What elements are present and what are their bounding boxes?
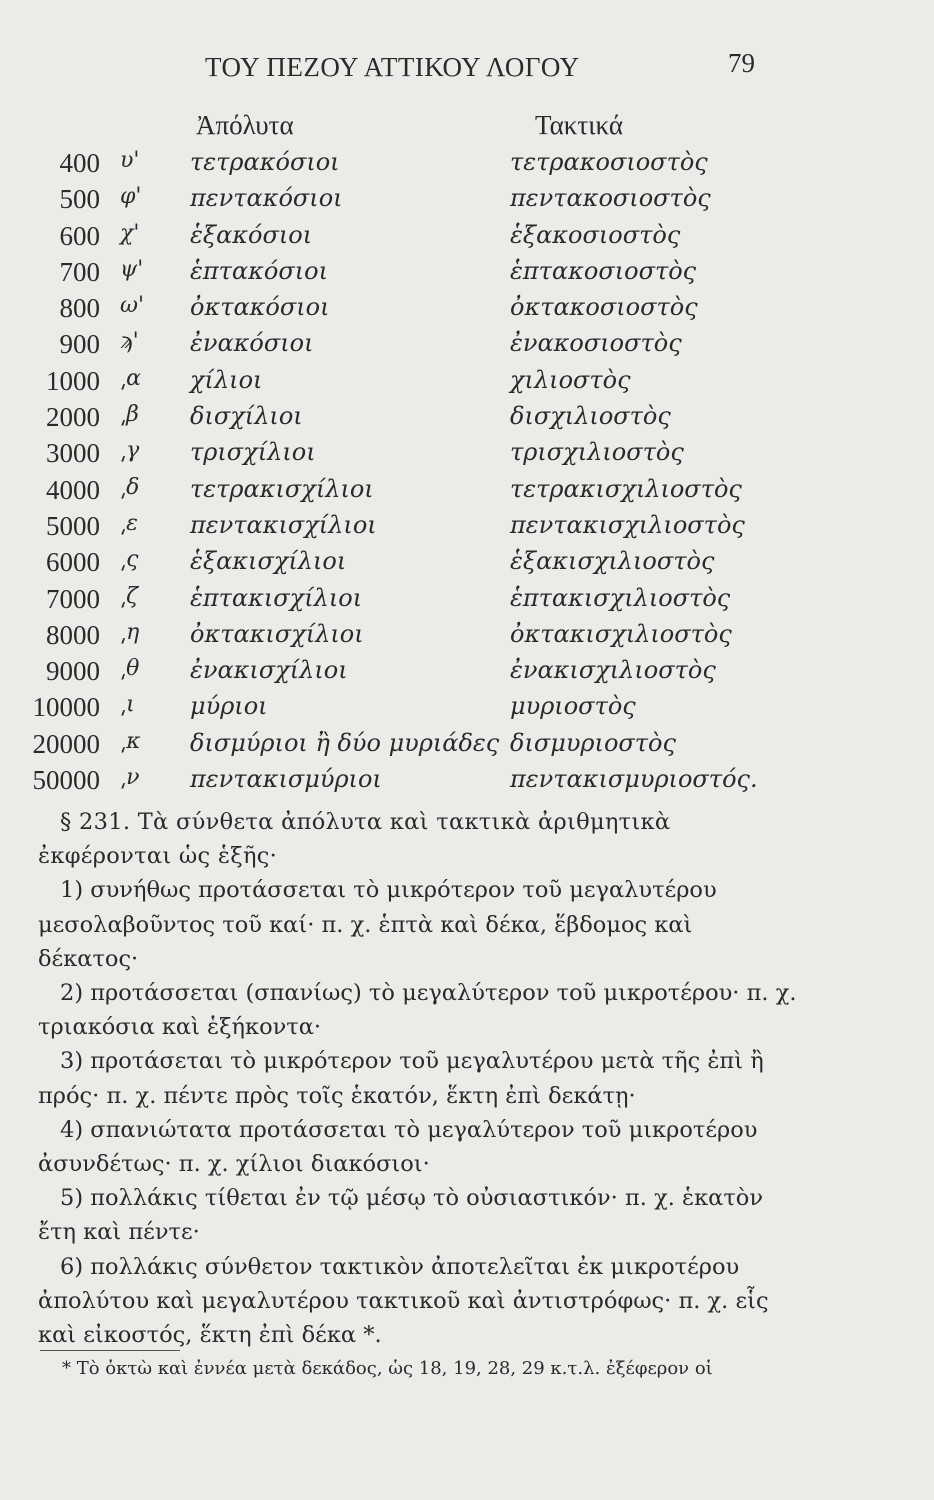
cardinal-word: ἑξακόσιοι (190, 220, 313, 249)
ordinal-word: πεντακοσιοστὸς (510, 184, 711, 213)
numeral-row (0, 184, 934, 220)
greek-numeral-sign: ͵η (120, 619, 140, 645)
numeral-row (0, 511, 934, 547)
numeral-row (0, 329, 934, 365)
cardinal-word: δισμύριοι ἢ δύο μυριάδες (190, 728, 500, 757)
ordinal-word: ὀκτακισχιλιοστὸς (510, 619, 732, 648)
numeral-row (0, 366, 934, 402)
numeral-row (0, 475, 934, 511)
greek-numeral-sign: χ' (120, 220, 140, 246)
greek-numeral-sign: ω' (120, 293, 144, 319)
ordinal-word: ἐνακισχιλιοστὸς (510, 656, 716, 685)
ordinal-word: χιλιοστὸς (510, 365, 631, 394)
greek-numeral-sign: ͵ν (120, 765, 140, 791)
numeral-row (0, 765, 934, 801)
ordinal-word: πεντακισμυριοστός. (510, 765, 758, 794)
cardinal-word: τετρακόσιοι (190, 148, 340, 176)
cardinal-word: μύριοι (190, 692, 268, 721)
arabic-numeral: 900 (59, 329, 100, 360)
numeral-row (0, 692, 934, 728)
rule-item: 3) προτάσεται τὸ μικρότερον τοῦ μεγαλυτέρου μετὰ τῆς ἐπὶ ἢ πρός· π. χ. πέντε πρὸς τοῖς ἑκατόν, ἕκτη ἐπὶ δεκάτῃ· (38, 1048, 764, 1109)
numeral-table (0, 148, 934, 801)
arabic-numeral: 1000 (46, 365, 100, 396)
cardinal-word: ἐνακόσιοι (190, 329, 314, 358)
ordinal-word: τρισχιλιοστὸς (510, 438, 684, 467)
greek-numeral-sign: ͵κ (120, 728, 141, 754)
numeral-row (0, 402, 934, 438)
section-231 (38, 805, 798, 1352)
cardinal-word: ὀκτακισχίλιοι (190, 619, 364, 648)
arabic-numeral: 7000 (46, 583, 100, 614)
arabic-numeral: 5000 (46, 510, 100, 541)
page-number: 79 (728, 48, 755, 78)
greek-numeral-sign: ͵δ (120, 474, 140, 500)
numeral-row (0, 293, 934, 329)
ordinal-word: ἑξακοσιοστὸς (510, 220, 681, 249)
numeral-row (0, 584, 934, 620)
cardinal-word: ἐνακισχίλιοι (190, 656, 348, 685)
ordinal-word: δισμυριοστὸς (510, 728, 676, 757)
section-intro: § 231. Τὰ σύνθετα ἀπόλυτα καὶ τακτικὰ ἀριθμητικὰ ἐκφέρονται ὡς ἑξῆς· (38, 809, 671, 870)
arabic-numeral: 20000 (32, 728, 100, 759)
ordinal-word: ἐνακοσιοστὸς (510, 329, 682, 358)
ordinal-word: τετρακοσιοστὸς (510, 148, 708, 176)
arabic-numeral: 8000 (46, 619, 100, 650)
greek-numeral-sign: ϡ' (120, 329, 139, 355)
rule-item: 6) πολλάκις σύνθετον τακτικὸν ἀποτελεῖται ἐκ μικροτέρου ἀπολύτου καὶ μεγαλυτέρου τακτικοῦ καὶ ἀντιστρόφως· π. χ. εἷς καὶ εἰκοστός, ἕκτη ἐπὶ δέκα *. (38, 1253, 769, 1349)
greek-numeral-sign: φ' (120, 184, 142, 210)
footnote: * Τὸ ὀκτὼ καὶ ἐννέα μετὰ δεκάδος, ὡς 18, 19, 28, 29 κ.τ.λ. ἐξέφερον οἱ (62, 1358, 713, 1379)
cardinal-column-header: Ἀπόλυτα (196, 110, 294, 140)
arabic-numeral: 700 (59, 256, 100, 287)
arabic-numeral: 9000 (46, 656, 100, 687)
cardinal-word: ὀκτακόσιοι (190, 293, 330, 322)
rule-item: 1) συνήθως προτάσσεται τὸ μικρότερον τοῦ μεγαλυτέρου μεσολαβοῦντος τοῦ καί· π. χ. ἑπτὰ καὶ δέκα, ἕβδομος καὶ δέκατος· (38, 877, 717, 972)
greek-numeral-sign: ͵α (120, 365, 141, 391)
cardinal-word: δισχίλιοι (190, 402, 303, 431)
numeral-row (0, 547, 934, 583)
ordinal-word: ἑξακισχιλιοστὸς (510, 547, 715, 576)
arabic-numeral: 400 (59, 148, 100, 178)
cardinal-word: πεντακόσιοι (190, 184, 343, 213)
arabic-numeral: 4000 (46, 474, 100, 505)
cardinal-word: ἑξακισχίλιοι (190, 547, 347, 576)
greek-numeral-sign: ͵ι (120, 692, 135, 718)
greek-numeral-sign: ͵ε (120, 510, 138, 536)
ordinal-word: πεντακισχιλιοστὸς (510, 510, 745, 539)
greek-numeral-sign: ͵γ (120, 438, 140, 464)
ordinal-word: μυριοστὸς (510, 692, 636, 721)
greek-numeral-sign: ͵ζ (120, 583, 139, 609)
numeral-row (0, 148, 934, 184)
running-head: ΤΟΥ ΠΕΖΟΥ ΑΤΤΙΚΟΥ ΛΟΓΟΥ (205, 52, 580, 82)
arabic-numeral: 600 (59, 220, 100, 251)
footnote-rule (40, 1350, 180, 1351)
ordinal-word: ἑπτακισχιλιοστὸς (510, 583, 731, 612)
arabic-numeral: 500 (59, 184, 100, 215)
numeral-row (0, 438, 934, 474)
ordinal-column-header: Τακτικά (535, 110, 624, 140)
greek-numeral-sign: ͵β (120, 402, 139, 428)
cardinal-word: τετρακισχίλιοι (190, 474, 374, 503)
arabic-numeral: 6000 (46, 547, 100, 578)
numeral-row (0, 656, 934, 692)
cardinal-word: πεντακισμύριοι (190, 765, 382, 794)
ordinal-word: ἑπτακοσιοστὸς (510, 256, 697, 285)
cardinal-word: πεντακισχίλιοι (190, 510, 377, 539)
greek-numeral-sign: ψ' (120, 256, 144, 282)
cardinal-word: τρισχίλιοι (190, 438, 316, 467)
greek-numeral-sign: ͵θ (120, 656, 140, 682)
greek-numeral-sign: υ' (120, 148, 140, 173)
numeral-row (0, 620, 934, 656)
rule-item: 4) σπανιώτατα προτάσσεται τὸ μεγαλύτερον τοῦ μικροτέρου ἀσυνδέτως· π. χ. χίλιοι διακόσιοι· (38, 1116, 758, 1178)
arabic-numeral: 10000 (32, 692, 100, 723)
numeral-row (0, 729, 934, 765)
numeral-row (0, 257, 934, 293)
cardinal-word: ἑπτακόσιοι (190, 256, 328, 285)
cardinal-word: χίλιοι (190, 365, 263, 394)
ordinal-word: ὀκτακοσιοστὸς (510, 293, 698, 322)
greek-numeral-sign: ͵ς (120, 547, 139, 573)
arabic-numeral: 800 (59, 293, 100, 324)
ordinal-word: τετρακισχιλιοστὸς (510, 474, 742, 503)
rule-item: 5) πολλάκις τίθεται ἐν τῷ μέσῳ τὸ οὐσιαστικόν· π. χ. ἑκατὸν ἔτη καὶ πέντε· (38, 1185, 764, 1246)
arabic-numeral: 3000 (46, 438, 100, 469)
ordinal-word: δισχιλιοστὸς (510, 402, 671, 431)
cardinal-word: ἑπτακισχίλιοι (190, 583, 363, 612)
arabic-numeral: 2000 (46, 402, 100, 433)
arabic-numeral: 50000 (32, 765, 100, 796)
rule-item: 2) προτάσσεται (σπανίως) τὸ μεγαλύτερον τοῦ μικροτέρου· π. χ. τριακόσια καὶ ἑξήκοντα· (38, 980, 797, 1041)
numeral-row (0, 221, 934, 257)
